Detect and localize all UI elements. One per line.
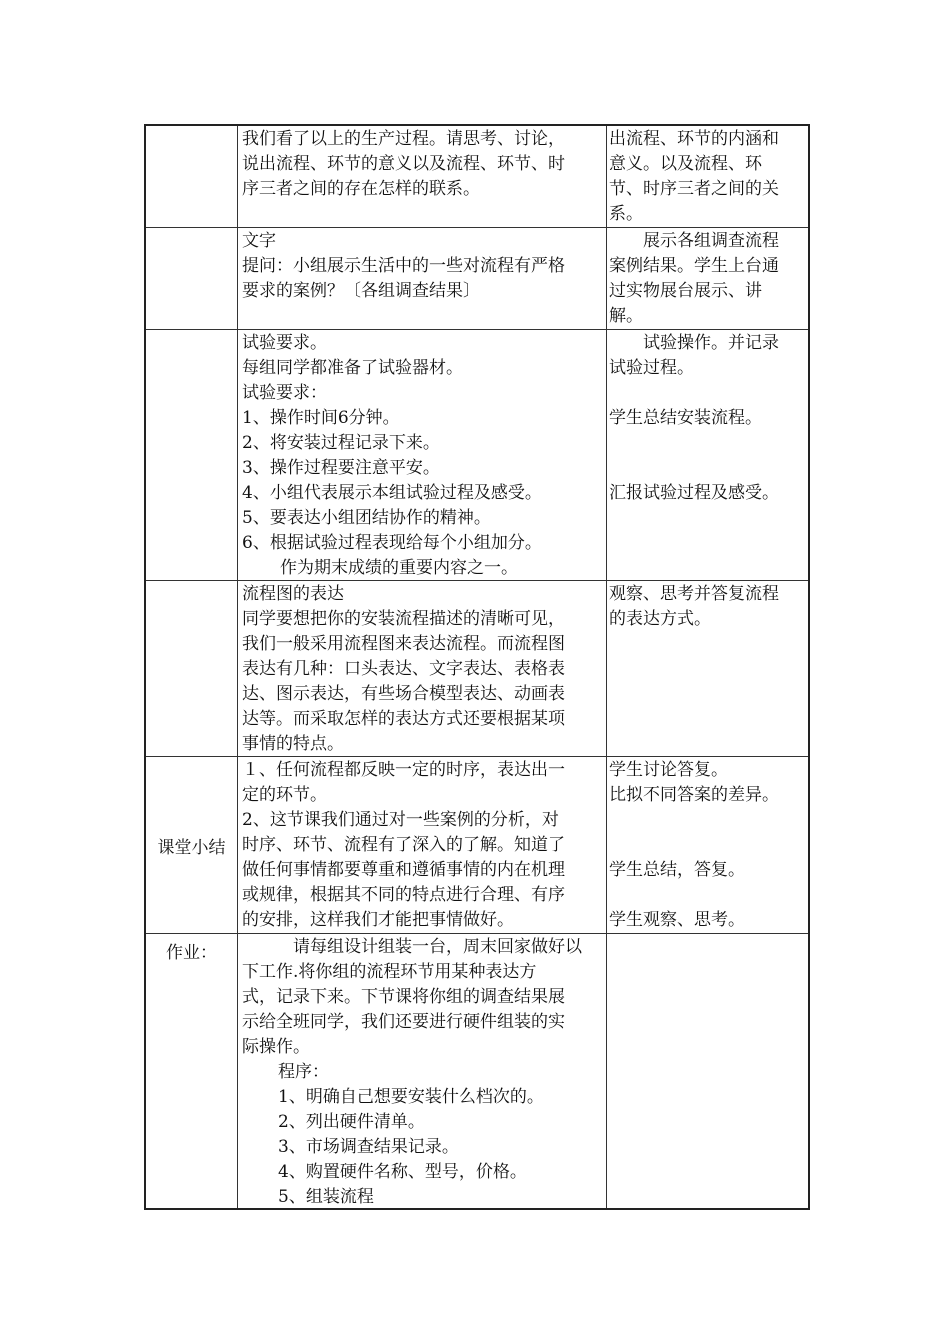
list-item: 4、购置硬件名称、型号，价格。 [278,1162,527,1182]
list-item: 1、操作时间6分钟。 [242,408,400,428]
lesson-plan-table [144,124,810,1210]
list-item: 2、将安装过程记录下来。 [242,433,440,453]
text-line: １、任何流程都反映一定的时序，表达出一 [242,760,565,780]
text-line: 下工作.将你组的流程环节用某种表达方 [242,962,537,982]
stage-cell [146,228,238,329]
table-row [146,227,808,329]
table-row [146,933,808,1208]
stage-cell [146,126,238,227]
text-line: 节、时序三者之间的关 [609,179,779,199]
student-activity-cell [607,228,808,329]
text-line: 试验过程。 [609,358,694,378]
text-line: 时序、环节、流程有了深入的了解。知道了 [242,835,565,855]
text-line: 意义。以及流程、环 [609,154,762,174]
student-activity-cell [607,934,808,1208]
text-line: 2、这节课我们通过对一些案例的分析，对 [242,810,559,830]
list-item: 3、市场调查结果记录。 [278,1137,459,1157]
list-item: 4、小组代表展示本组试验过程及感受。 [242,483,542,503]
text-line: 做任何事情都要尊重和遵循事情的内在机理 [242,860,565,880]
text-line: 同学要想把你的安装流程描述的清晰可见， [242,609,565,629]
list-item: 5、组装流程 [278,1187,374,1207]
text-line: 试验操作。并记录 [609,333,779,353]
text-line: 流程图的表达 [242,584,344,604]
section-label-homework: 作业： [146,934,238,1208]
student-activity-cell [607,330,808,580]
student-activity-cell [607,757,808,933]
text-line: 学生总结，答复。 [609,860,745,880]
text-line: 试验要求： [242,383,327,403]
list-item: 1、明确自己想要安装什么档次的。 [278,1087,544,1107]
text-line: 达等。而采取怎样的表达方式还要根据某项 [242,709,565,729]
text-line: 说出流程、环节的意义以及流程、环节、时 [242,154,565,174]
section-label-summary: 课堂小结 [146,757,238,933]
text-line: 表达有几种：口头表达、文字表达、表格表 [242,659,565,679]
teacher-activity-cell [238,330,607,580]
text-line: 要求的案例？〔各组调查结果〕 [242,281,480,301]
stage-cell [146,581,238,756]
student-activity-cell [607,126,808,227]
text-line: 请每组设计组装一台，周末回家做好以 [242,937,582,957]
text-line: 我们一般采用流程图来表达流程。而流程图 [242,634,565,654]
text-line: 际操作。 [242,1037,310,1057]
text-line: 作为期末成绩的重要内容之一。 [280,558,518,578]
text-line: 案例结果。学生上台通 [609,256,779,276]
table-row [146,580,808,756]
stage-cell [146,330,238,580]
text-line: 或规律，根据其不同的特点进行合理、有序 [242,885,565,905]
text-line: 的表达方式。 [609,609,711,629]
text-line: 展示各组调查流程 [609,231,779,251]
table-row [146,329,808,580]
text-line: 达、图示表达，有些场合模型表达、动画表 [242,684,565,704]
text-line: 学生总结安装流程。 [609,408,762,428]
list-item: 5、要表达小组团结协作的精神。 [242,508,491,528]
text-line: 每组同学都准备了试验器材。 [242,358,463,378]
text-line: 学生观察、思考。 [609,910,745,930]
text-line: 解。 [609,306,643,326]
list-item: 6、根据试验过程表现给每个小组加分。 [242,533,542,553]
text-line: 出流程、环节的内涵和 [609,129,779,149]
text-line: 事情的特点。 [242,734,344,754]
text-line: 学生讨论答复。 [609,760,728,780]
text-line: 式，记录下来。下节课将你组的调查结果展 [242,987,565,1007]
text-line: 程序： [278,1062,329,1082]
text-line: 系。 [609,204,643,224]
text-line: 文字 [242,231,276,251]
text-line: 汇报试验过程及感受。 [609,483,779,503]
text-line: 的安排，这样我们才能把事情做好。 [242,910,514,930]
list-item: 2、列出硬件清单。 [278,1112,425,1132]
text-line: 示给全班同学，我们还要进行硬件组装的实 [242,1012,565,1032]
text-line: 观察、思考并答复流程 [609,584,779,604]
table-row [146,756,808,933]
list-item: 3、操作过程要注意平安。 [242,458,440,478]
text-line: 试验要求。 [242,333,327,353]
text-line: 定的环节。 [242,785,327,805]
teacher-activity-cell [238,934,607,1208]
text-line: 过实物展台展示、讲 [609,281,762,301]
teacher-activity-cell [238,581,607,756]
table-row [146,126,808,227]
text-line: 提问：小组展示生活中的一些对流程有严格 [242,256,565,276]
text-line: 序三者之间的存在怎样的联系。 [242,179,480,199]
teacher-activity-cell [238,126,607,227]
student-activity-cell [607,581,808,756]
text-line: 我们看了以上的生产过程。请思考、讨论， [242,129,565,149]
teacher-activity-cell [238,757,607,933]
text-line: 比拟不同答案的差异。 [609,785,779,805]
teacher-activity-cell [238,228,607,329]
